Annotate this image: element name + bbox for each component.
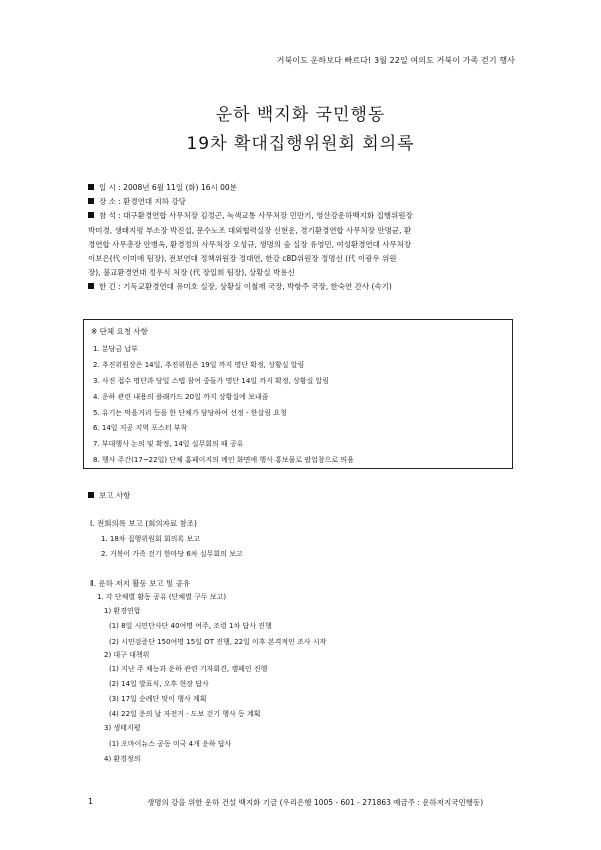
meta-attendees-cont: 장), 불교환경연대 정우식 처장 (代 장일희 팀장), 상황실 박용신 [88,268,295,278]
request-item: 7. 부대행사 논의 및 확정, 14일 실무회의 때 공유 [93,440,244,449]
group-heading: 1) 환경연합 [104,607,141,615]
bullet-icon [88,212,94,218]
request-item: 8. 행사 주간(17~22일) 단체 홈페이지의 메인 화면에 행사 홍보물로 팝업창으로 띄움 [93,456,354,465]
section-2-sub: 1. 각 단체별 활동 공유 (단체별 구두 보고) [97,593,227,601]
meta-place: 장 소 : 환경연대 지하 강당 [88,195,518,209]
requests-box [83,319,513,469]
group-item: (3) 17일 순례단 맞이 행사 계획 [109,695,207,703]
running-header: 거북이도 운하보다 빠르다! 3월 22일 여의도 거북이 가족 걷기 행사 [276,56,515,65]
meta-recorder: 한 긴 : 기독교환경연대 유미호 실장, 상황실 이철재 국장, 박항주 국장, 한숙연 간사 (속기) [88,280,518,294]
bullet-icon [88,184,94,190]
requests-title: ※ 단체 요청 사항 [91,327,148,336]
meta-attendees: 참 석 : 대구환경연합 사무처장 김정곤, 녹색교통 사무처장 민만기, 영산강운하백지화 집행위원장 [88,209,518,223]
meta-datetime: 일 시 : 2008년 6월 11일 (화) 16시 00분 [88,181,518,195]
section-2-heading: Ⅱ. 운하 저지 활동 보고 및 공유 [90,579,191,588]
request-item: 3. 사진 접수 명단과 당일 스텝 참여 중들가 명단 14일 까지 확정, 상황실 알림 [93,376,330,385]
request-item: 4. 운하 관련 내용의 플래카드 20일 까지 상황실에 보내줌 [93,392,269,401]
meta-attendees-cont: 경연합 사무총장 안병옥, 환경정의 사무처장 오성규, 생명의 숲 실장 유영민, 여성환경연대 사무처장 [88,239,412,249]
bullet-icon [88,198,94,204]
group-item: (2) 시민검증단 150여명 15일 OT 진행, 22일 이후 본격적인 조사 시작 [109,638,327,646]
section-1-heading: Ⅰ. 전회의록 보고 (회의자료 참조) [90,519,197,528]
request-item: 5. 유기는 먹을거리 등을 한 단체가 담당하여 선정 - 한살림 요청 [93,408,287,417]
group-item: (1) 8일 시민단사단 40여명 여주, 조령 1차 답사 진행 [109,622,272,630]
bullet-icon [88,492,94,498]
group-heading: 2) 대구 대책위 [104,651,150,659]
group-heading: 3) 생태지평 [104,724,141,732]
document-subtitle: 19차 확대집행위원회 회의록 [186,134,415,154]
bullet-icon [88,283,94,289]
meeting-info [88,181,518,295]
meta-attendees-cont: 이보은(代 이미애 팀장), 전보연대 정책위원장 정대연, 한강 c8D위원장 정명선 (代 이광우 위원 [88,254,397,264]
group-item: (1) 지난 주 체능과 운하 관련 기자회견, 캠페인 진행 [109,665,268,673]
page-number: 1 [88,797,94,806]
section-1-item: 2. 거북이 가족 걷기 한마당 6차 실무회의 보고 [101,550,243,558]
group-item: (2) 14일 발표식, 오후 현장 답사 [109,680,209,688]
report-heading: 보고 사항 [88,490,130,501]
section-1-item: 1. 18차 집행위원회 회의록 보고 [101,535,200,543]
group-item: (4) 22일 운의 날 자전거 · 도보 걷기 행사 등 계획 [109,710,261,718]
meta-attendees-cont: 박미경, 생태지평 부소장 박진섭, 문수노조 대외협력실장 신현운, 경기환경연합 사무처장 안명균, 환 [88,225,412,235]
group-heading: 4) 환경정의 [104,755,141,763]
document-title: 운하 백지화 국민행동 [215,105,386,125]
request-item: 6. 14일 지공 지역 포스터 부착 [93,424,188,433]
request-item: 1. 분담금 납부 [93,345,138,353]
requests-list [93,342,354,469]
footer-note: 생명의 강을 위한 운하 건설 백지화 기금 (우리은행 1005 - 601 - 271863 예금주 : 운하저지국민행동) [147,798,484,807]
request-item: 2. 추진위원장은 14일, 추진위원은 19일 까지 명단 확정, 상황실 알림 [93,360,305,369]
group-item: (1) 오마이뉴스 공동 미국 4개 운하 답사 [109,740,232,748]
